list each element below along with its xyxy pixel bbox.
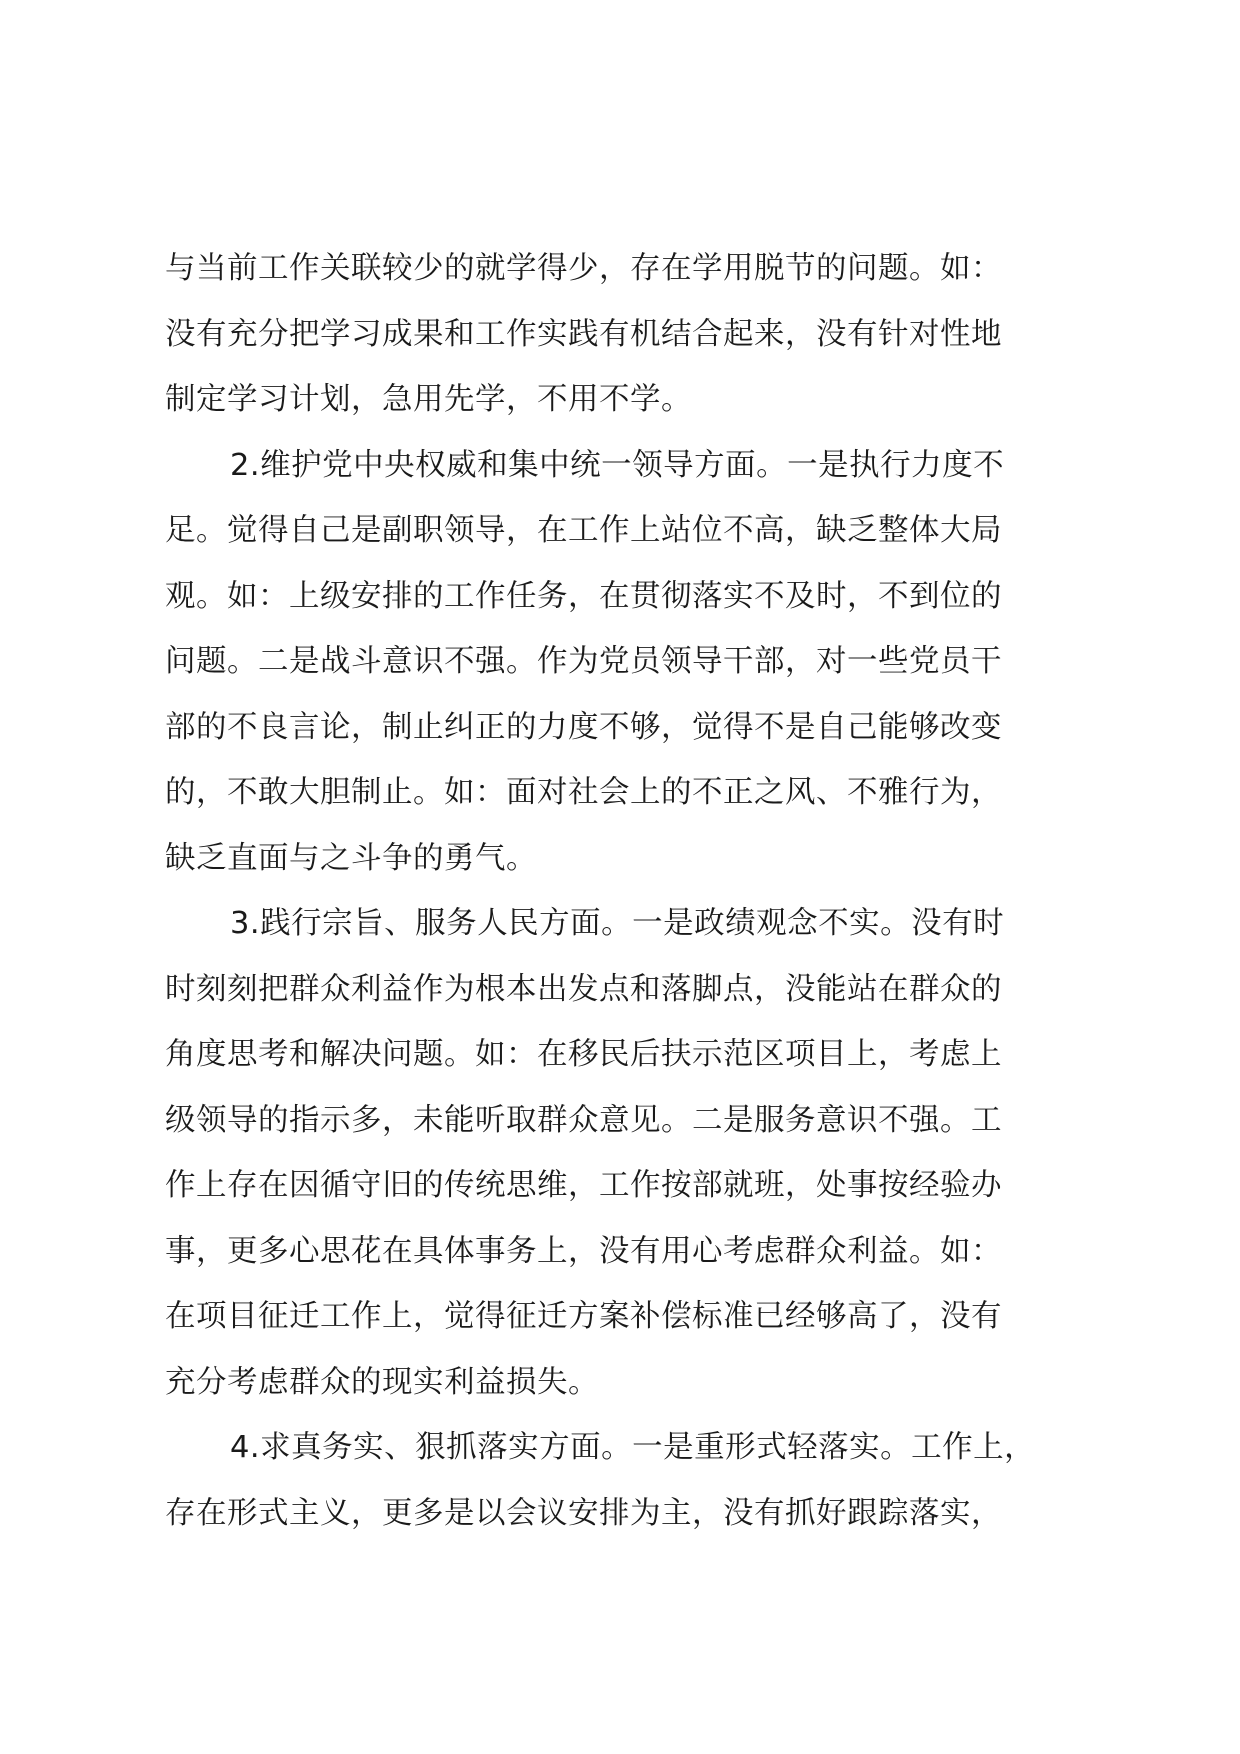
text-line: 事，更多心思花在具体事务上，没有用心考虑群众利益。如： (165, 1233, 1002, 1269)
text-line: 制定学习计划，急用先学，不用不学。 (165, 382, 692, 417)
text-line: 作上存在因循守旧的传统思维，工作按部就班，处事按经验办 (165, 1168, 1002, 1203)
text-line: 在项目征迁工作上，觉得征迁方案补偿标准已经够高了，没有 (165, 1299, 1002, 1334)
section-heading-line-4: 4.求真务实、狠抓落实方面。一是重形式轻落实。工作上， (230, 1430, 1036, 1465)
text-line: 角度思考和解决问题。如：在移民后扶示范区项目上，考虑上 (165, 1037, 1002, 1072)
text-line: 没有充分把学习成果和工作实践有机结合起来，没有针对性地 (165, 316, 1002, 352)
text-line: 缺乏直面与之斗争的勇气。 (165, 840, 537, 876)
text-line: 时刻刻把群众利益作为根本出发点和落脚点，没能站在群众的 (165, 971, 1002, 1007)
text-line: 充分考虑群众的现实利益损失。 (165, 1364, 599, 1400)
text-line: 存在形式主义，更多是以会议安排为主，没有抓好跟踪落实， (165, 1495, 1002, 1531)
text-line: 足。觉得自己是副职领导，在工作上站位不高，缺乏整体大局 (165, 513, 1002, 548)
body-text (165, 236, 1095, 1546)
text-line: 部的不良言论，制止纠正的力度不够，觉得不是自己能够改变 (165, 709, 1002, 745)
section-heading-line-2: 2.维护党中央权威和集中统一领导方面。一是执行力度不 (230, 447, 1005, 483)
text-line: 的，不敢大胆制止。如：面对社会上的不正之风、不雅行为， (165, 775, 1002, 810)
text-line: 与当前工作关联较少的就学得少，存在学用脱节的问题。如： (165, 251, 1002, 286)
text-line: 观。如：上级安排的工作任务，在贯彻落实不及时，不到位的 (165, 578, 1002, 614)
text-line: 问题。二是战斗意识不强。作为党员领导干部，对一些党员干 (165, 644, 1002, 679)
text-line: 级领导的指示多，未能听取群众意见。二是服务意识不强。工 (165, 1102, 1002, 1138)
section-heading-line-3: 3.践行宗旨、服务人民方面。一是政绩观念不实。没有时 (230, 906, 1005, 941)
